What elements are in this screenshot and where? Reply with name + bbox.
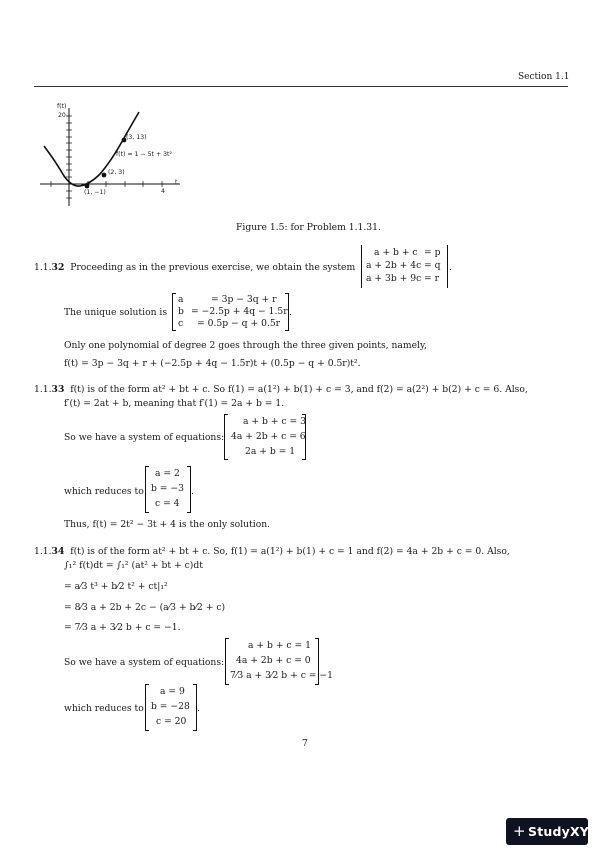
sys32-r2-rhs: = q [424,260,441,271]
problem-34-sys-text: So we have a system of equations: [64,657,225,668]
problem-32-number: 32 [51,262,65,273]
sys32-period: . [449,262,452,273]
problem-33-number: 33 [51,384,65,395]
problem-33-system-matrix [224,414,306,460]
graph-point-label-1: (3, 13) [126,134,147,141]
red33-r1: a = 2 [155,468,180,479]
sys33-r1: a + b + c = 3 [243,416,306,427]
header-rule [34,86,568,87]
sys32-r1-lhs: a + b + c [374,247,418,258]
graph-xtick: 4 [161,188,165,195]
red34-r3: c = 20 [156,716,187,727]
problem-32-system-matrix [361,245,448,288]
problem-34-heading [34,546,510,558]
graph-point-label-2: (2, 3) [108,169,125,176]
problem-32-prefix: 1.1. [34,262,52,273]
problem-32-text: Proceeding as in the previous exercise, we obtain the system [70,262,356,273]
sys34-r2: 4a + 2b + c = 0 [236,655,311,666]
red34-period: . [197,703,200,714]
sol32-r1-var: a [178,294,184,305]
sol32-r3-var: c [178,318,184,329]
parabola-curve [44,112,139,186]
section-header: Section 1.1 [518,72,570,82]
sys32-r3-rhs: = r [424,273,440,284]
sol32-r3-val: = 0.5p − q + 0.5r [197,318,281,329]
problem-34-step3: = 7⁄3 a + 3⁄2 b + c = −1. [64,622,181,633]
sys34-r1: a + b + c = 1 [248,640,311,651]
graph-xlabel: t [175,179,178,186]
problem-34-step2: = 8⁄3 a + 2b + 2c − (a⁄3 + b⁄2 + c) [64,602,226,613]
sys33-r3: 2a + b = 1 [245,446,296,457]
point-2-3 [102,173,107,178]
problem-32-polynomial: f(t) = 3p − 3q + r + (−2.5p + 4q − 1.5r)t + (0.5p − q + 0.5r)t². [64,358,361,369]
problem-34-line1: f(t) is of the form at² + bt + c. So, f(1) = a(1²) + b(1) + c = 1 and f(2) = 4a + 2b + c = 0. Also, [70,546,510,557]
red34-r2: b = −28 [151,701,190,712]
problem-33-prefix: 1.1. [34,384,52,395]
problem-33-line1: f(t) is of the form at² + bt + c. So f(1) = a(1²) + b(1) + c = 3, and f(2) = a(2²) + b(2) + c = 6. Also, [70,384,528,395]
problem-34-step1: = a⁄3 t³ + b⁄2 t² + ct|₁² [64,581,168,592]
problem-33-reduced-matrix [145,466,191,513]
studyxy-logo [506,818,588,845]
problem-33-line2: f′(t) = 2at + b, meaning that f′(1) = 2a + b = 1. [64,398,285,409]
sys33-r2: 4a + 2b + c = 6 [231,431,306,442]
sys32-r3-lhs: a + 3b + 9c [366,273,422,284]
problem-32-solution-matrix [172,293,289,331]
red34-r1: a = 9 [160,686,185,697]
sys32-r1-rhs: = p [424,247,441,258]
problem-34-reduced-matrix [145,684,197,731]
graph-point-label-3: (1, −1) [84,189,106,196]
sol32-r2-val: = −2.5p + 4q − 1.5r [191,306,288,317]
problem-34-number: 34 [51,546,65,557]
graph-ylabel: f(t) [57,103,67,110]
problem-34-prefix: 1.1. [34,546,52,557]
problem-33-heading [34,384,528,396]
page-number: 7 [302,738,308,749]
sol32-period: . [289,307,292,318]
problem-33-reduces-text: which reduces to [64,486,144,497]
sol32-r2-var: b [178,306,184,317]
problem-33-conclusion: Thus, f(t) = 2t² − 3t + 4 is the only solution. [64,519,271,530]
problem-34-reduces-text: which reduces to [64,703,144,714]
problem-33-sys-text: So we have a system of equations: [64,432,225,443]
sys32-r2-lhs: a + 2b + 4c [366,260,422,271]
plus-icon: + [513,822,526,840]
red33-period: . [191,486,194,497]
problem-34-system-matrix [225,638,333,685]
problem-34-integral: ∫₁² f(t)dt = ∫₁² (at² + bt + c)dt [64,560,203,571]
graph-equation: f(t) = 1 − 5t + 3t² [116,151,172,158]
problem-32-heading [34,262,355,274]
point-1-minus1 [85,184,90,189]
red33-r3: c = 4 [155,498,180,509]
figure-caption: Figure 1.5: for Problem 1.1.31. [236,222,381,233]
sol32-r1-val: = 3p − 3q + r [211,294,277,305]
problem-32-only-one: Only one polynomial of degree 2 goes through the three given points, namely, [64,340,427,351]
graph-ytick: 20 [58,112,66,119]
red33-r2: b = −3 [151,483,184,494]
logo-text: StudyXY [528,824,590,839]
problem-32-unique-text: The unique solution is [64,307,168,318]
sys34-r3: 7⁄3 a + 3⁄2 b + c = −1 [230,670,333,681]
